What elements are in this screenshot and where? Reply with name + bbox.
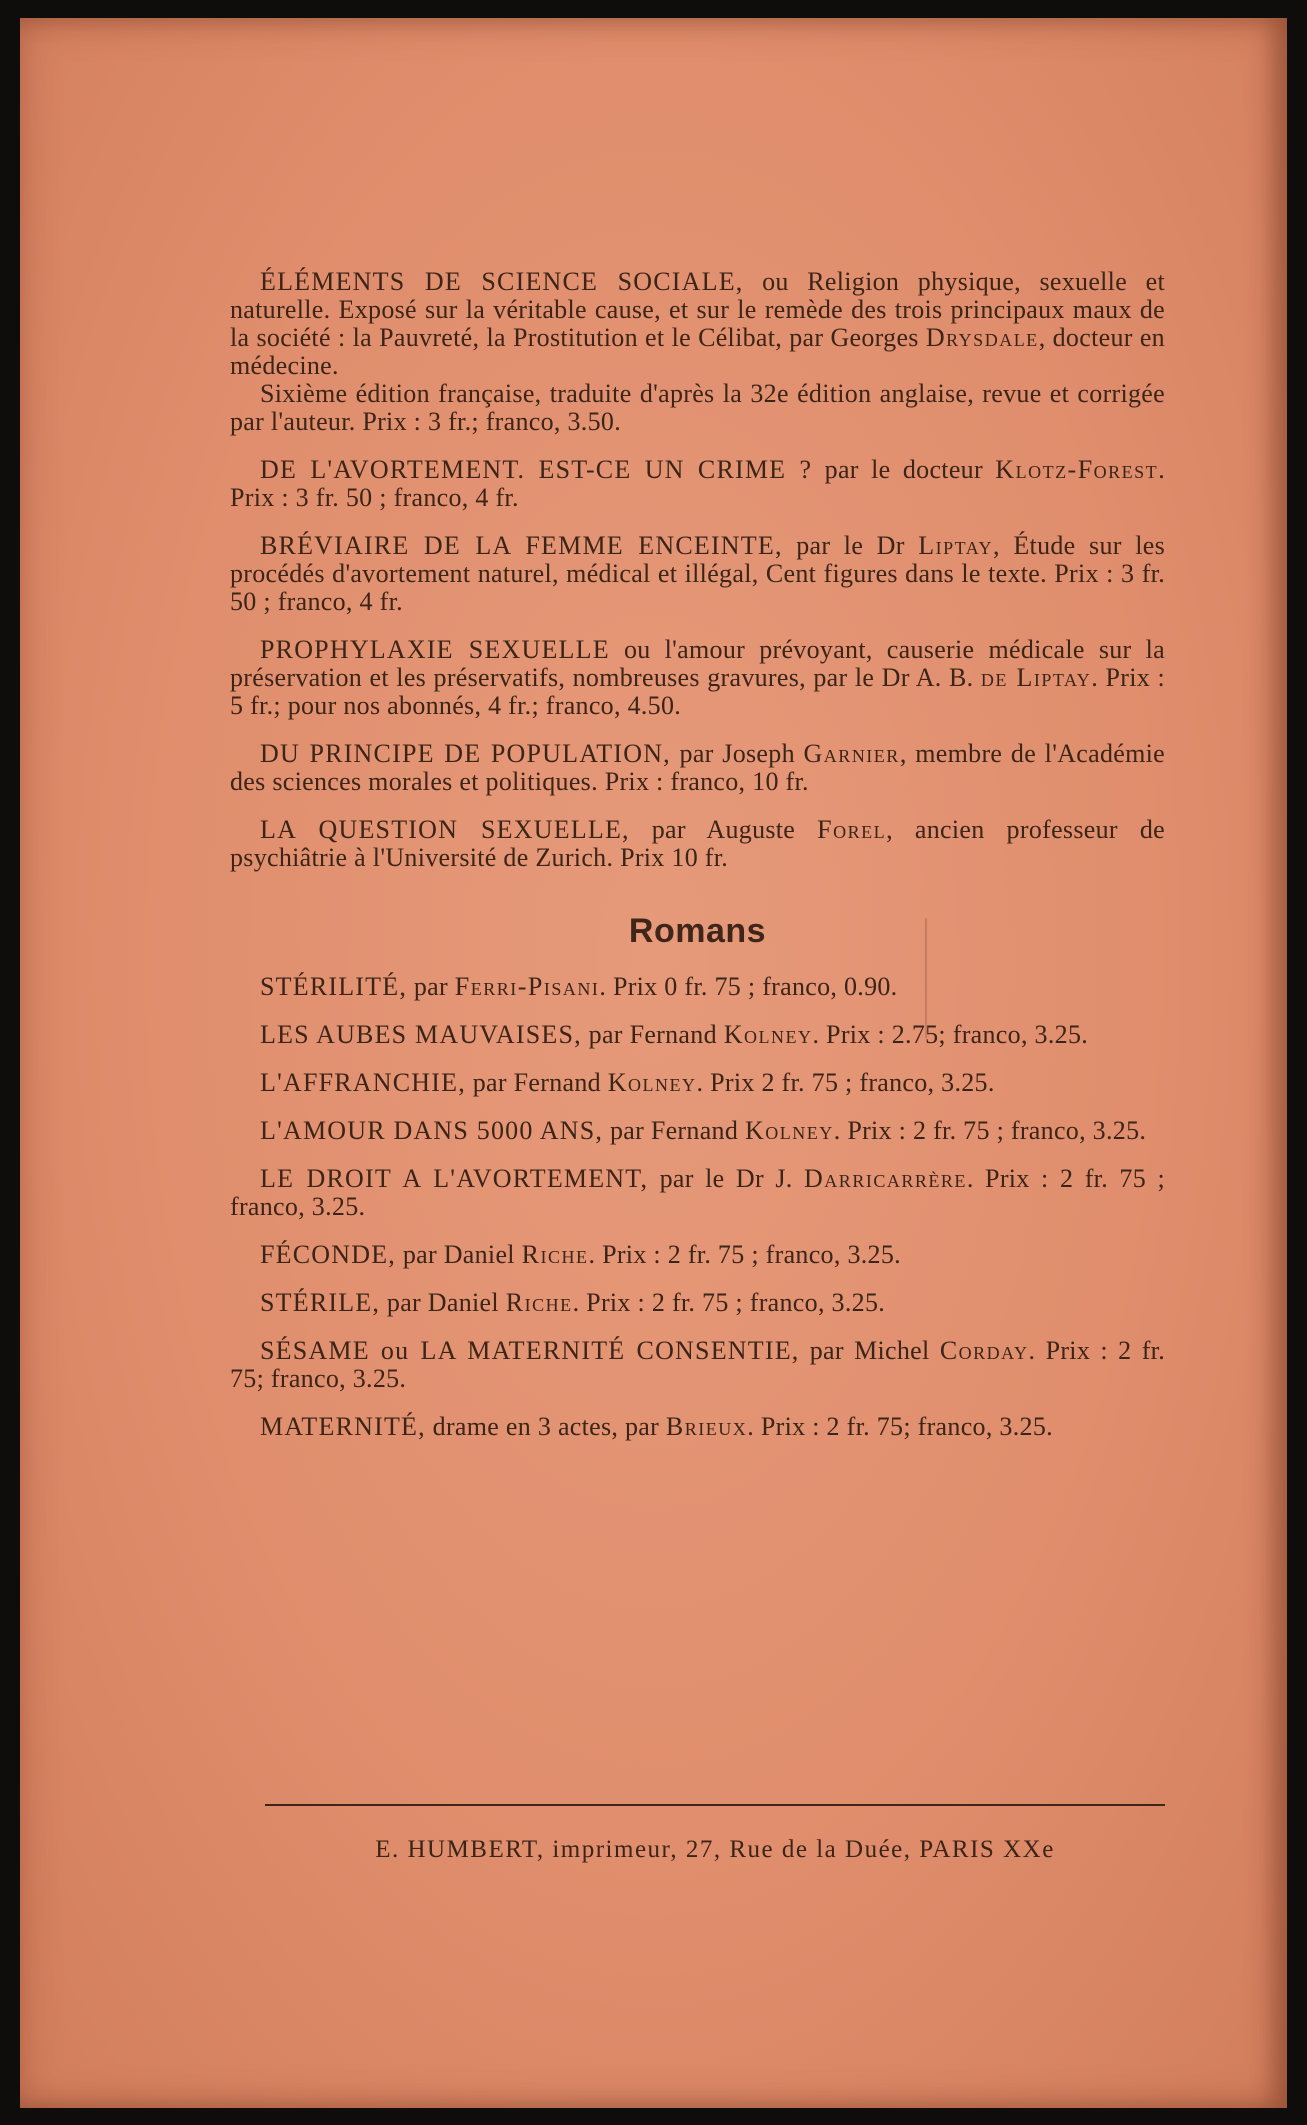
roman-entry-sterile (230, 1289, 1165, 1317)
entry-text: par Auguste (651, 815, 796, 844)
entry-author: Forel (817, 815, 887, 844)
roman-entry-affranchie (230, 1069, 1165, 1097)
entry-text: par Daniel (386, 1288, 499, 1317)
catalogue-entry-prophylaxie (230, 636, 1165, 720)
entry-text: par Daniel (402, 1240, 515, 1269)
entry-text: ou Religion physique, sexuelle et naturelle. Exposé sur la véritable cause, et sur le remède des trois principaux maux de la société : la Pauvreté, la Prostitution et le Célibat, par Georges (230, 267, 1165, 352)
entry-author: Liptay (918, 531, 994, 560)
entry-text: par le Dr J. (659, 1164, 793, 1193)
entry-author: Darricarrère (804, 1164, 967, 1193)
roman-entry-feconde (230, 1241, 1165, 1269)
entry-title: STÉRILITÉ, (260, 972, 408, 1001)
entry-text-tail: , Étude sur les procédés d'avortement naturel, médical et illégal, Cent figures dans le texte. Prix : 3 fr. 50 ; franco, 4 fr. (230, 531, 1165, 616)
entry-text: par Fernand (588, 1020, 717, 1049)
catalogue-text (230, 268, 1165, 1461)
entry-text: par (413, 972, 448, 1001)
entry-text-tail: . Prix 0 fr. 75 ; franco, 0.90. (599, 972, 898, 1001)
entry-author: Ferri-Pisani (454, 972, 600, 1001)
entry-text-tail: . Prix : 2 fr. 75; franco, 3.25. (747, 1412, 1053, 1441)
catalogue-entry-avortement-crime (230, 456, 1165, 512)
entry-text-tail: . Prix : 2 fr. 75 ; franco, 3.25. (230, 1164, 1165, 1221)
entry-text-tail: . Prix : 2.75; franco, 3.25. (812, 1020, 1089, 1049)
entry-title: BRÉVIAIRE DE LA FEMME ENCEINTE, (260, 531, 783, 560)
entry-text-tail: . Prix : 2 fr. 75 ; franco, 3.25. (833, 1116, 1147, 1145)
entry-author: Corday (939, 1336, 1029, 1365)
entry-author: Riche (521, 1240, 589, 1269)
entry-text-tail: . Prix : 5 fr.; pour nos abonnés, 4 fr.; franco, 4.50. (230, 663, 1166, 720)
roman-entry-amour-5000-ans (230, 1117, 1165, 1145)
entry-author: Brieux (665, 1412, 748, 1441)
entry-author: Drysdale (925, 323, 1039, 352)
entry-title: MATERNITÉ, (260, 1412, 426, 1441)
section-heading-romans: Romans (628, 912, 767, 950)
entry-title: PROPHYLAXIE SEXUELLE (260, 635, 610, 664)
entry-text: par Fernand (609, 1116, 739, 1145)
entry-author: Garnier (803, 739, 900, 768)
entry-title: FÉCONDE, (260, 1240, 396, 1269)
entry-edition-note: Sixième édition française, traduite d'après la 32e édition anglaise, revue et corrigée par l'auteur. Prix : 3 fr.; franco, 3.50. (230, 379, 1165, 436)
entry-text: par le Dr (796, 531, 905, 560)
entry-text-tail: , ancien professeur de psychiâtrie à l'Université de Zurich. Prix 10 fr. (230, 815, 1165, 872)
entry-author: Riche (505, 1288, 573, 1317)
printer-imprint: E. HUMBERT, imprimeur, 27, Rue de la Duée, PARIS XXe (375, 1836, 1055, 1863)
catalogue-entry-question-sexuelle (230, 816, 1165, 872)
catalogue-entry-elements-science-sociale (230, 268, 1165, 436)
entry-author: Klotz-Forest (995, 455, 1159, 484)
entry-author: de Liptay (980, 663, 1092, 692)
catalogue-entry-breviaire (230, 532, 1165, 616)
entry-text-tail: . Prix : 2 fr. 75 ; franco, 3.25. (572, 1288, 886, 1317)
entry-title: LE DROIT A L'AVORTEMENT, (260, 1164, 649, 1193)
catalogue-entry-principe-population (230, 740, 1165, 796)
entry-title: SÉSAME ou LA MATERNITÉ CONSENTIE, (260, 1336, 800, 1365)
roman-entry-sterilite (230, 973, 1165, 1001)
entry-author: Kolney (607, 1068, 697, 1097)
entry-text: ou l'amour prévoyant, causerie médicale sur la préservation et les préservatifs, nombreuses gravures, par le Dr A. B. (230, 635, 1165, 692)
entry-author: Kolney (723, 1020, 813, 1049)
entry-author: Kolney (744, 1116, 834, 1145)
entry-title: L'AFFRANCHIE, (260, 1068, 466, 1097)
entry-title: LA QUESTION SEXUELLE, (260, 815, 630, 844)
entry-text-tail: . Prix : 3 fr. 50 ; franco, 4 fr. (230, 455, 1165, 512)
entry-text-tail: , docteur en médecine. (230, 323, 1165, 380)
entry-text: par Joseph (679, 739, 795, 768)
entry-title: DU PRINCIPE DE POPULATION, (260, 739, 671, 768)
entry-title: LES AUBES MAUVAISES, (260, 1020, 582, 1049)
roman-entry-sesame (230, 1337, 1165, 1393)
entry-title: ÉLÉMENTS DE SCIENCE SOCIALE, (260, 267, 744, 296)
entry-text: par Fernand (472, 1068, 601, 1097)
entry-text-tail: . Prix : 2 fr. 75 ; franco, 3.25. (588, 1240, 901, 1269)
entry-text: par le docteur (824, 455, 983, 484)
entry-text: par Michel (809, 1336, 930, 1365)
roman-entry-maternite (230, 1413, 1165, 1441)
entry-title: L'AMOUR DANS 5000 ANS, (260, 1116, 604, 1145)
entry-title: STÉRILE, (260, 1288, 381, 1317)
entry-text-tail: . Prix 2 fr. 75 ; franco, 3.25. (696, 1068, 995, 1097)
entry-text: drame en 3 actes, par (432, 1412, 660, 1441)
roman-entry-aubes-mauvaises (230, 1021, 1165, 1049)
entry-text-tail: , membre de l'Académie des sciences morales et politiques. Prix : franco, 10 fr. (230, 739, 1165, 796)
entry-text-tail: . Prix : 2 fr. 75; franco, 3.25. (230, 1336, 1166, 1393)
footer-rule (265, 1804, 1165, 1806)
entry-title: DE L'AVORTEMENT. EST-CE UN CRIME ? (260, 455, 813, 484)
roman-entry-droit-avortement (230, 1165, 1165, 1221)
